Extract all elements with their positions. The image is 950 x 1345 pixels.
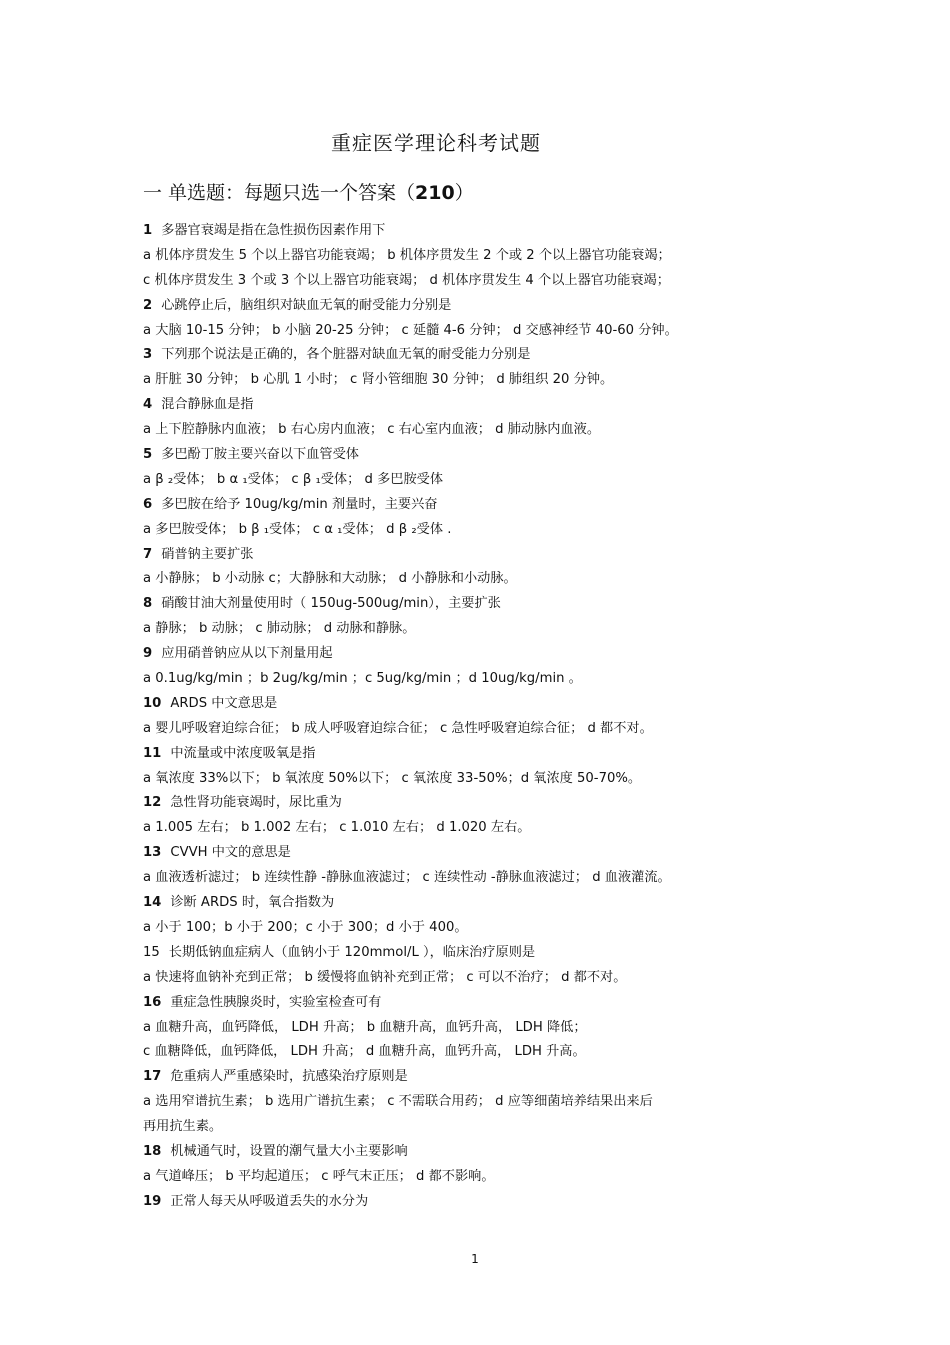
question-number: 17 [143,1069,162,1085]
question-number: 15 [143,944,160,960]
question-stem [143,294,823,319]
question-stem [143,991,823,1016]
question-number: 13 [143,845,162,861]
answer-options: a 氧浓度 33%以下； b 氧浓度 50%以下； c 氧浓度 33-50%；d 氧浓度 50-70%。 [143,770,642,786]
page-number: 1 [471,1252,479,1266]
question-stem [143,393,823,418]
question-stem [143,343,823,368]
answer-options: a 大脑 10-15 分钟； b 小脑 20-25 分钟； c 延髓 4-6 分钟； d 交感神经节 40-60 分钟。 [143,322,678,338]
question-text: 多器官衰竭是指在急性损伤因素作用下 [161,223,386,238]
question-stem [143,1065,823,1090]
question-number: 6 [143,496,153,512]
question-stem [143,891,823,916]
question-number: 16 [143,994,162,1010]
question-stem [143,443,823,468]
question-number: 12 [143,795,162,811]
question-stem [143,841,823,866]
answer-options: a 机体序贯发生 5 个以上器官功能衰竭； b 机体序贯发生 2 个或 2 个以上器官功能衰竭； [143,247,671,263]
question-text: 中流量或中浓度吸氧是指 [170,745,316,761]
answer-options: a 快速将血钠补充到正常； b 缓慢将血钠补充到正常； c 可以不治疗； d 都不对。 [143,969,627,985]
question-number: 5 [143,447,153,463]
question-text: 危重病人严重感染时，抗感染治疗原则是 [170,1069,408,1085]
question-stem [143,592,823,617]
question-stem [143,1140,823,1165]
answer-options: c 血糖降低，血钙降低， LDH 升高； d 血糖升高，血钙升高， LDH 升高。 [143,1044,586,1060]
question-stem [143,493,823,518]
question-stem [143,543,823,568]
answer-options: a 小于 100；b 小于 200；c 小于 300；d 小于 400。 [143,919,468,935]
answer-options: a 选用窄谱抗生素； b 选用广谱抗生素； c 不需联合用药； d 应等细菌培养结果出来后 [143,1094,653,1110]
answer-options: a β ₂受体； b α ₁受体； c β ₁受体； d 多巴胺受体 [143,471,444,487]
question-stem [143,1190,823,1215]
question-text: 混合静脉血是指 [161,397,254,413]
answer-options: a 小静脉； b 小动脉 c；大静脉和大动脉； d 小静脉和小动脉。 [143,571,517,587]
answer-options: a 多巴胺受体； b β ₁受体； c α ₁受体； d β ₂受体 . [143,521,452,537]
answer-options: a 血液透析滤过； b 连续性静 -静脉血液滤过； c 连续性动 -静脉血液滤过； d 血液灌流。 [143,870,671,886]
question-text: 心跳停止后，脑组织对缺血无氧的耐受能力分别是 [161,297,452,313]
question-stem [143,692,823,717]
question-number: 4 [143,397,153,413]
document-title: 重症医学理论科考试题 [331,131,541,155]
answer-options: a 上下腔静脉内血液； b 右心房内血液； c 右心室内血液； d 肺动脉内血液。 [143,422,601,438]
question-text: 多巴酚丁胺主要兴奋以下血管受体 [161,447,359,463]
question-stem [143,941,823,966]
question-number: 10 [143,695,162,711]
answer-options: a 气道峰压； b 平均起道压； c 呼气末正压； d 都不影响。 [143,1168,495,1184]
question-text: 重症急性胰腺炎时，实验室检查可有 [170,994,382,1010]
question-text: 正常人每天从呼吸道丢失的水分为 [170,1193,369,1209]
answer-options: a 血糖升高，血钙降低， LDH 升高； b 血糖升高，血钙升高， LDH 降低； [143,1019,587,1035]
question-stem [143,642,823,667]
question-number: 11 [143,745,162,761]
section-heading [143,178,474,205]
question-number: 7 [143,546,153,562]
answer-options: a 静脉； b 动脉； c 肺动脉； d 动脉和静脉。 [143,621,416,637]
answer-options: c 机体序贯发生 3 个或 3 个以上器官功能衰竭； d 机体序贯发生 4 个以上器官功能衰竭； [143,272,670,288]
answer-options: a 肝脏 30 分钟； b 心肌 1 小时； c 肾小管细胞 30 分钟； d 肺组织 20 分钟。 [143,372,614,388]
question-text: 应用硝普钠应从以下剂量用起 [161,646,333,662]
question-stem [143,791,823,816]
question-stem [143,219,823,244]
question-text: ARDS 中文意思是 [170,695,278,711]
answer-options: a 婴儿呼吸窘迫综合征； b 成人呼吸窘迫综合征； c 急性呼吸窘迫综合征； d 都不对。 [143,720,653,736]
question-text: 长期低钠血症病人（血钠小于 120mmol/L ），临床治疗原则是 [168,944,536,960]
question-number: 1 [143,223,153,238]
section-close: ） [454,182,474,204]
question-number: 3 [143,347,153,363]
question-number: 19 [143,1193,162,1209]
question-number: 18 [143,1143,162,1159]
question-number: 2 [143,297,153,313]
question-stem [143,742,823,767]
question-number: 8 [143,596,153,612]
question-list [143,219,823,1215]
question-text: 机械通气时，设置的潮气量大小主要影响 [170,1143,408,1159]
question-text: CVVH 中文的意思是 [170,845,291,861]
answer-options: a 0.1ug/kg/min ；b 2ug/kg/min ；c 5ug/kg/min ；d 10ug/kg/min 。 [143,671,582,687]
question-number: 9 [143,646,153,662]
question-count: 210 [415,182,455,204]
question-text: 多巴胺在给予 10ug/kg/min 剂量时，主要兴奋 [161,496,438,512]
section-label: 一 单选题：每题只选一个答案（ [143,182,416,204]
question-number: 14 [143,895,162,911]
question-text: 硝酸甘油大剂量使用时（ 150ug-500ug/min），主要扩张 [161,596,501,612]
question-text: 硝普钠主要扩张 [161,546,254,562]
answer-options: 再用抗生素。 [143,1119,223,1135]
question-text: 急性肾功能衰竭时，尿比重为 [170,795,342,811]
answer-options: a 1.005 左右； b 1.002 左右； c 1.010 左右； d 1.020 左右。 [143,820,531,836]
question-text: 下列那个说法是正确的，各个脏器对缺血无氧的耐受能力分别是 [161,347,531,363]
question-text: 诊断 ARDS 时，氧合指数为 [170,895,335,911]
